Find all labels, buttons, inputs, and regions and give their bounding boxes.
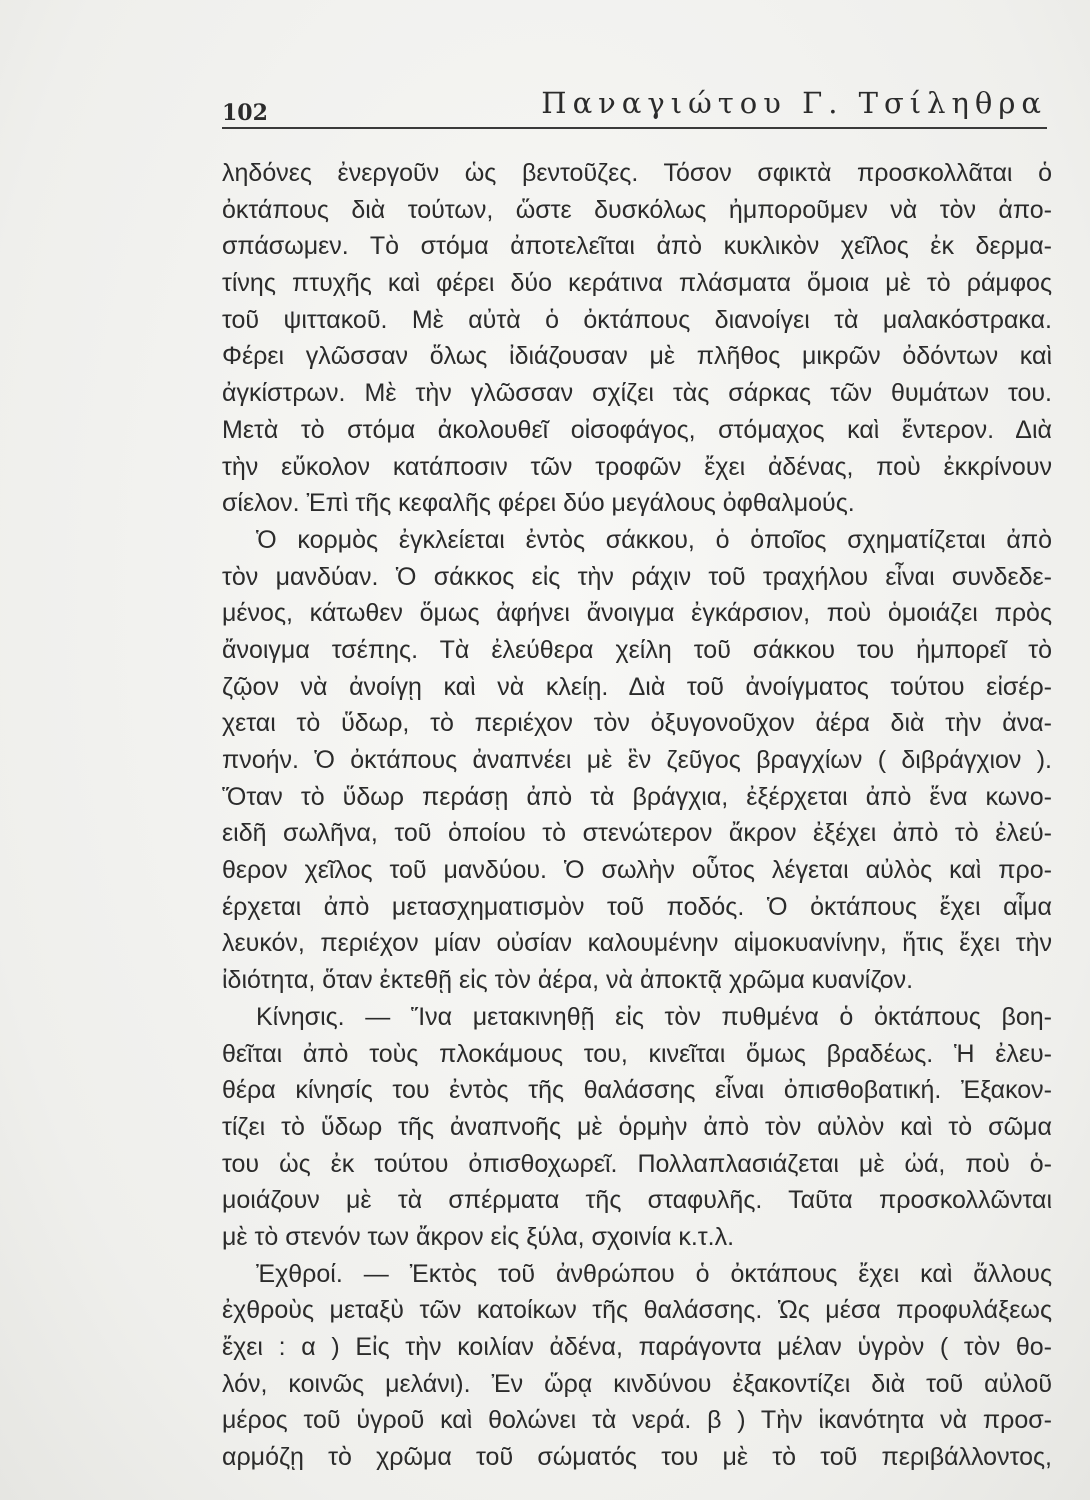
text-line: μένος, κάτωθεν ὅμως ἀφήνει ἄνοιγμα ἐγκάρσιον, ποὺ ὁμοιάζει πρὸς [222, 599, 1052, 628]
text-line: ζῷον νὰ ἀνοίγῃ καὶ νὰ κλείῃ. Διὰ τοῦ ἀνοίγματος τούτου εἰσέρ- [222, 672, 1052, 701]
text-line: σίελον. Ἐπὶ τῆς κεφαλῆς φέρει δύο μεγάλους ὀφθαλμούς. [222, 489, 855, 518]
paragraph-start: Ὁ κορμὸς ἐγκλείεται ἐντὸς σάκκου, ὁ ὁποῖος σχηματίζεται ἀπὸ [256, 525, 1052, 554]
text-line: έρχεται ἀπὸ μετασχηματισμὸν τοῦ ποδός. Ὁ ὀκτάπους ἔχει αἷμα [222, 892, 1052, 921]
text-line: τὸν μανδύαν. Ὁ σάκκος εἰς τὴν ράχιν τοῦ τραχήλου εἶναι συνδεδε- [222, 562, 1052, 591]
page-header [222, 80, 1047, 128]
text-line: μέρος τοῦ ὑγροῦ καὶ θολώνει τὰ νερά. β ) Τὴν ἱκανότητα νὰ προσ- [222, 1406, 1052, 1435]
text-line: σπάσωμεν. Τὸ στόμα ἀποτελεῖται ἀπὸ κυκλικὸν χεῖλος ἐκ δερμα- [222, 232, 1052, 261]
text-line: τίζει τὸ ὕδωρ τῆς ἀναπνοῆς μὲ ὁρμὴν ἀπὸ τὸν αὐλὸν καὶ τὸ σῶμα [222, 1112, 1052, 1141]
text-line: ἰδιότητα, ὅταν ἐκτεθῇ εἰς τὸν ἀέρα, νὰ ἀποκτᾷ χρῶμα κυανίζον. [222, 966, 914, 995]
text-line: πνοήν. Ὁ ὀκτάπους ἀναπνέει μὲ ἓν ζεῦγος βραγχίων ( διβράγχιον ). [222, 746, 1052, 774]
text-line: λευκόν, περιέχον μίαν οὐσίαν καλουμένην αἱμοκυανίνην, ἥτις ἔχει τὴν [222, 929, 1052, 958]
text-line: Ὅταν τὸ ὕδωρ περάσῃ ἀπὸ τὰ βράγχια, ἐξέρχεται ἀπὸ ἕνα κωνο- [222, 782, 1052, 811]
text-line: θέρα κίνησίς του ἐντὸς τῆς θαλάσσης εἶναι ὀπισθοβατική. Ἐξακον- [222, 1076, 1052, 1105]
text-line: τὴν εὔκολον κατάποσιν τῶν τροφῶν ἔχει ἀδένας, ποὺ ἐκκρίνουν [222, 452, 1052, 481]
text-line: ἔχει : α ) Εἰς τὴν κοιλίαν ἀδένα, παράγοντα μέλαν ὑγρὸν ( τὸν θο- [222, 1333, 1052, 1361]
running-head: Παναγιώτου Γ. Τσίληθρα [541, 86, 1047, 120]
text-line: μοιάζουν μὲ τὰ σπέρματα τῆς σταφυλῆς. Ταῦτα προσκολλῶνται [222, 1186, 1052, 1215]
text-line: χεται τὸ ὕδωρ, τὸ περιέχον τὸν ὀξυγονοῦχον ἀέρα διὰ τὴν ἀνα- [222, 709, 1052, 738]
text-line: μὲ τὸ στενόν των ἄκρον εἰς ξύλα, σχοινία κ.τ.λ. [222, 1222, 735, 1251]
header-rule [222, 127, 1047, 129]
text-line: ἀγκίστρων. Μὲ τὴν γλῶσσαν σχίζει τὰς σάρκας τῶν θυμάτων του. [222, 379, 1052, 408]
text-line: του ὡς ἐκ τούτου ὀπισθοχωρεῖ. Πολλαπλασιάζεται μὲ ὠά, ποὺ ὁ- [222, 1149, 1052, 1178]
body-text [222, 155, 1052, 1476]
text-line: ἐχθροὺς μεταξὺ τῶν κατοίκων τῆς θαλάσσης. Ὡς μέσα προφυλάξεως [222, 1296, 1052, 1325]
text-line: Μετὰ τὸ στόμα ἀκολουθεῖ οἰσοφάγος, στόμαχος καὶ ἔντερον. Διὰ [222, 415, 1052, 444]
paragraph-start-echthroi: Ἐχθροί. — Ἐκτὸς τοῦ ἀνθρώπου ὁ ὀκτάπους ἔχει καὶ ἄλλους [256, 1259, 1052, 1288]
text-line: ἄνοιγμα τσέπης. Τὰ ἐλεύθερα χείλη τοῦ σάκκου του ἠμπορεῖ τὸ [222, 635, 1052, 664]
text-line: λόν, κοινῶς μελάνι). Ἐν ὥρᾳ κινδύνου ἐξακοντίζει διὰ τοῦ αὐλοῦ [222, 1369, 1052, 1398]
text-line: αρμόζῃ τὸ χρῶμα τοῦ σώματός του μὲ τὸ τοῦ περιβάλλοντος, [222, 1443, 1052, 1472]
text-line: τοῦ ψιττακοῦ. Μὲ αὐτὰ ὁ ὀκτάπους διανοίγει τὰ μαλακόστρακα. [222, 305, 1052, 334]
text-line: ειδῆ σωλῆνα, τοῦ ὁποίου τὸ στενώτερον ἄκρον ἐξέχει ἀπὸ τὸ ἐλεύ- [222, 819, 1052, 848]
text-line: ὀκτάπους διὰ τούτων, ὥστε δυσκόλως ἠμποροῦμεν νὰ τὸν ἀπο- [222, 195, 1052, 224]
text-line: ληδόνες ἐνεργοῦν ὡς βεντοῦζες. Τόσον σφικτὰ προσκολλᾶται ὁ [222, 159, 1052, 187]
text-line: Φέρει γλῶσσαν ὅλως ἰδιάζουσαν μὲ πλῆθος μικρῶν ὀδόντων καὶ [222, 342, 1052, 371]
paragraph-start-kinisis: Κίνησις. — Ἵνα μετακινηθῇ εἰς τὸν πυθμένα ὁ ὀκτάπους βοη- [256, 1002, 1052, 1031]
page-number: 102 [222, 100, 268, 126]
text-line: θερον χεῖλος τοῦ μανδύου. Ὁ σωλὴν οὗτος λέγεται αὐλὸς καὶ προ- [222, 856, 1052, 885]
text-line: τίνης πτυχῆς καὶ φέρει δύο κεράτινα πλάσματα ὅμοια μὲ τὸ ράμφος [222, 269, 1052, 298]
text-line: θεῖται ἀπὸ τοὺς πλοκάμους του, κινεῖται ὅμως βραδέως. Ἡ ἐλευ- [222, 1039, 1052, 1068]
